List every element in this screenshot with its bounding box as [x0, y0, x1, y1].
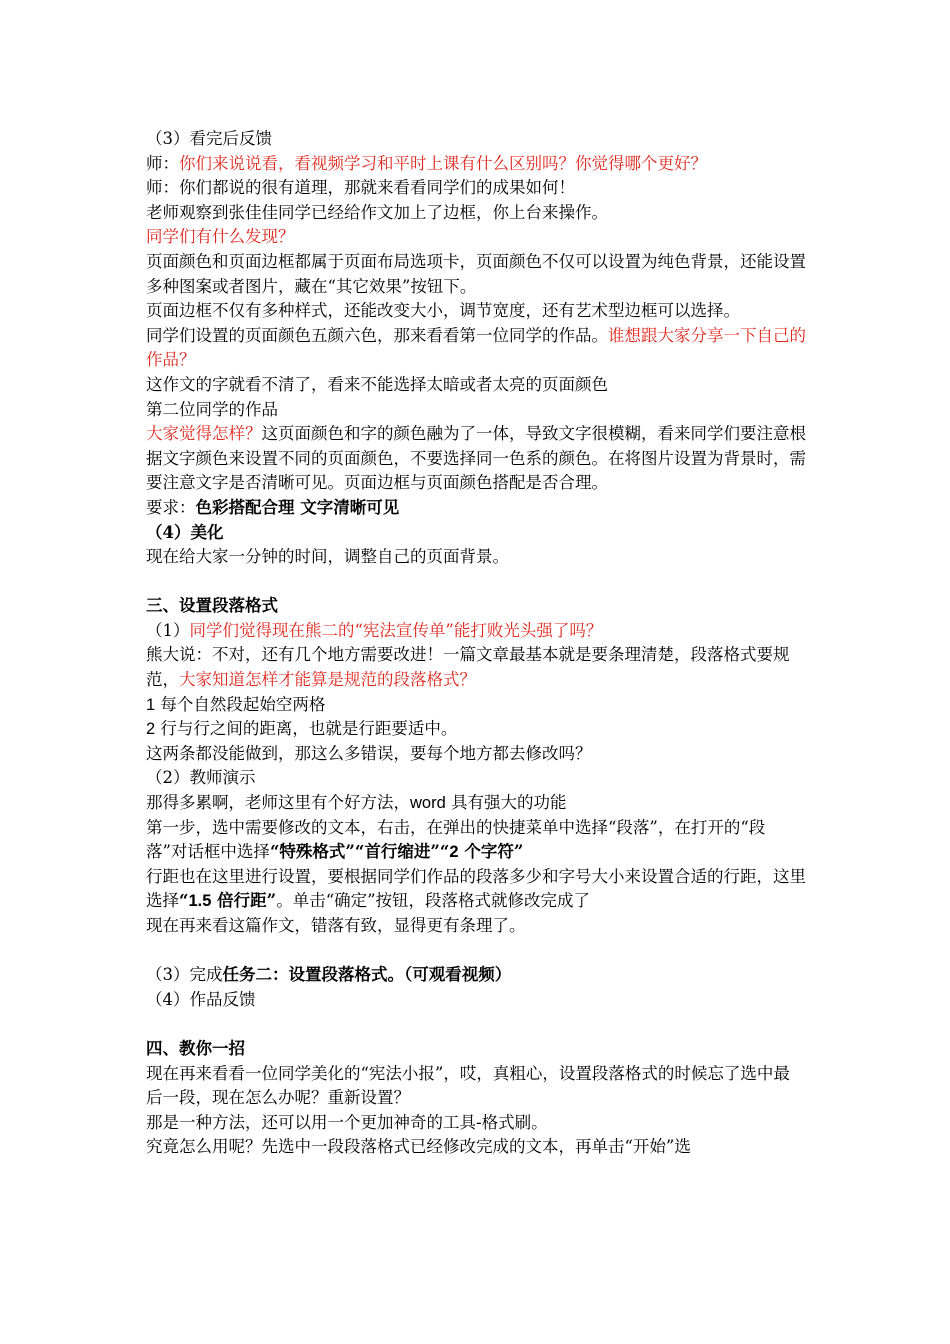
- section-heading: 四、教你一招: [146, 1038, 245, 1058]
- paragraph: 页面边框不仅有多种样式，还能改变大小，调节宽度，还有艺术型边框可以选择。: [146, 301, 740, 321]
- highlighted-question: 同学们觉得现在熊二的“宪法宣传单”能打败光头强了吗？: [189, 620, 603, 640]
- section-heading: 三、设置段落格式: [146, 596, 278, 616]
- paragraph: 行距也在这里进行设置，要根据同学们作品的段落多少和字号大小来设置合适的行距，这里选择“1.5 倍行距”。单击“确定”按钮，段落格式就修改完成了: [146, 866, 806, 911]
- paragraph: 现在给大家一分钟的时间，调整自己的页面背景。: [146, 547, 509, 567]
- highlighted-question: 你们来说说看，看视频学习和平时上课有什么区别吗？你觉得哪个更好？: [179, 153, 707, 173]
- paragraph: 页面颜色和页面边框都属于页面布局选项卡，页面颜色不仅可以设置为纯色背景，还能设置多种图案或者图片，藏在“其它效果”按钮下。: [146, 251, 806, 296]
- paragraph: 熊大说：不对，还有几个地方需要改进！一篇文章最基本就是要条理清楚，段落格式要规范，大家知道怎样才能算是规范的段落格式？: [146, 645, 790, 690]
- highlighted-question: 大家觉得怎样？: [146, 424, 262, 444]
- paragraph: 第一步，选中需要修改的文本，右击，在弹出的快捷菜单中选择“段落”，在打开的“段落”对话框中选择“特殊格式”“首行缩进”“2 个字符”: [146, 817, 766, 862]
- paragraph: 老师观察到张佳佳同学已经给作文加上了边框，你上台来操作。: [146, 202, 608, 222]
- paragraph: 师：你们都说的很有道理，那就来看看同学们的成果如何！: [146, 178, 575, 198]
- spacer: [146, 570, 806, 595]
- paragraph: 现在再来看这篇作文，错落有致，显得更有条理了。: [146, 916, 526, 935]
- paragraph: 师：你们来说说看，看视频学习和平时上课有什么区别吗？你觉得哪个更好？: [146, 153, 707, 173]
- document-body: [146, 127, 806, 1160]
- paragraph: 那是一种方法，还可以用一个更加神奇的工具-格式刷。: [146, 1112, 548, 1132]
- bold-requirement: 色彩搭配合理 文字清晰可见: [195, 497, 400, 517]
- list-item: 2 行与行之间的距离，也就是行距要适中。: [146, 719, 458, 739]
- highlighted-question: 同学们有什么发现？: [146, 227, 295, 247]
- bold-task: 任务二：设置段落格式。（可观看视频）: [222, 965, 512, 985]
- spacer: [146, 939, 806, 964]
- paragraph: （3）看完后反馈: [146, 129, 272, 148]
- paragraph: （4）作品反馈: [146, 989, 256, 1009]
- paragraph: 第二位同学的作品: [146, 399, 278, 419]
- spacer: [146, 1012, 806, 1037]
- paragraph: 究竟怎么用呢？先选中一段段落格式已经修改完成的文本，再单击“开始”选: [146, 1137, 691, 1157]
- subheading: （4）美化: [146, 522, 224, 542]
- paragraph: 这两条都没能做到，那这么多错误，要每个地方都去修改吗？: [146, 743, 592, 763]
- highlighted-question: 谁想跟大家分享一下自己的作品？: [146, 325, 806, 370]
- paragraph: 要求：色彩搭配合理 文字清晰可见: [146, 497, 400, 517]
- highlighted-question: 大家知道怎样才能算是规范的段落格式？: [179, 670, 476, 690]
- paragraph: 大家觉得怎样？这页面颜色和字的颜色融为了一体，导致文字很模糊，看来同学们要注意根据文字颜色来设置不同的页面颜色，不要选择同一色系的颜色。在将图片设置为背景时，需要注意文字是否清晰可见。页面边框与页面颜色搭配是否合理。: [146, 424, 806, 493]
- paragraph: （1）同学们觉得现在熊二的“宪法宣传单”能打败光头强了吗？: [146, 620, 603, 640]
- list-item: 1 每个自然段起始空两格: [146, 694, 326, 714]
- paragraph: （3）完成任务二：设置段落格式。（可观看视频）: [146, 965, 512, 985]
- paragraph: 那得多累啊，老师这里有个好方法，word 具有强大的功能: [146, 793, 567, 813]
- paragraph: 同学们设置的页面颜色五颜六色，那来看看第一位同学的作品。谁想跟大家分享一下自己的作品？: [146, 325, 806, 370]
- paragraph: （2）教师演示: [146, 768, 256, 788]
- paragraph: 这作文的字就看不清了，看来不能选择太暗或者太亮的页面颜色: [146, 374, 608, 394]
- paragraph: 现在再来看看一位同学美化的“宪法小报”，哎，真粗心，设置段落格式的时候忘了选中最后一段，现在怎么办呢？重新设置？: [146, 1063, 790, 1108]
